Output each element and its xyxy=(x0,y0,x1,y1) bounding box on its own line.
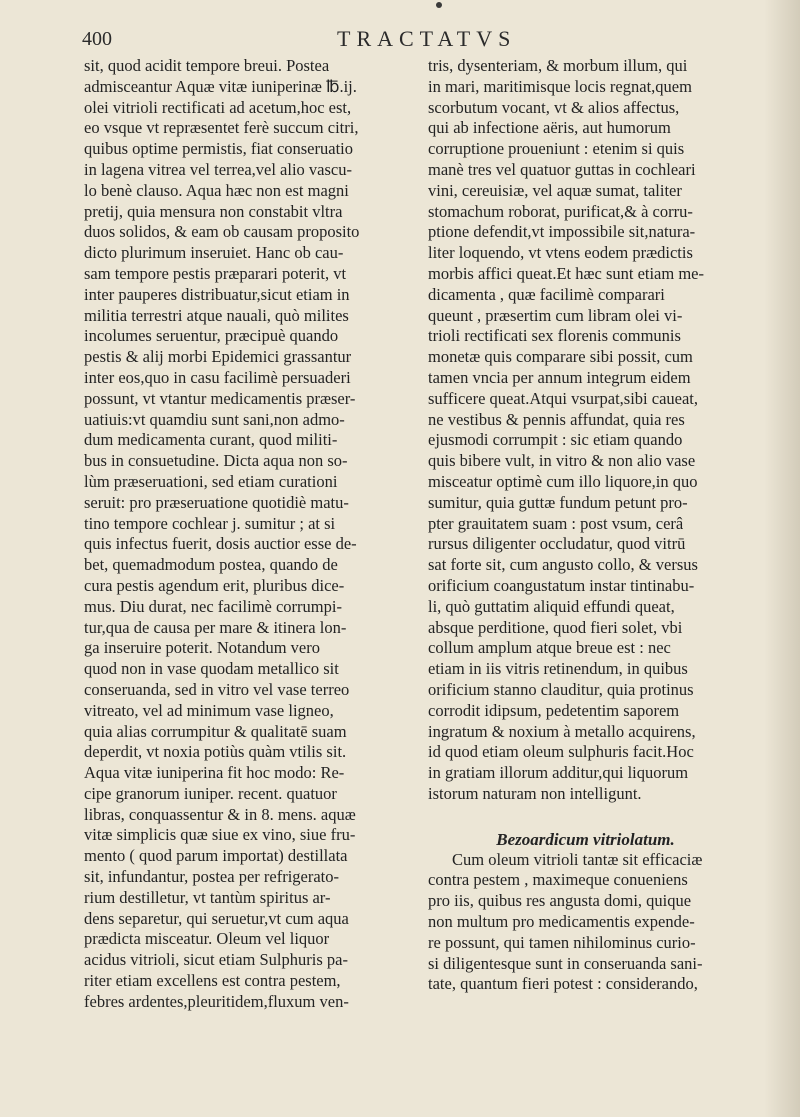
text-line: ga inseruire poterit. Notandum vero xyxy=(84,638,320,658)
text-line: corruptione proueniunt : etenim si quis xyxy=(428,139,685,159)
text-line: manè tres vel quatuor guttas in cochleari xyxy=(428,159,696,179)
text-line: quibus optime permistis, fiat conseruatio xyxy=(84,139,353,159)
text-line: olei vitrioli rectificati ad acetum,hoc est, xyxy=(84,97,352,117)
text-line: pretij, quia mensura non constabit vltra xyxy=(84,201,343,221)
text-line: febres ardentes,pleuritidem,fluxum ven- xyxy=(84,991,349,1011)
text-line: in lagena vitrea vel terrea,vel alio vascu- xyxy=(84,159,352,179)
text-line: id quod etiam oleum sulphuris facit.Hoc xyxy=(428,742,694,762)
text-line: inter pauperes distribuatur,sicut etiam in xyxy=(84,284,350,304)
text-line: liter loquendo, vt vtens eodem prædictis xyxy=(428,243,693,263)
text-line: Aqua vitæ iuniperina fit hoc modo: Re- xyxy=(84,763,345,783)
text-line: dum medicamenta curant, quod militi- xyxy=(84,430,338,450)
text-line: acidus vitrioli, sicut etiam Sulphuris pa- xyxy=(84,950,348,970)
text-line: queunt , præsertim cum libram olei vi- xyxy=(428,305,683,325)
text-line: ejusmodi corrumpit : sic etiam quando xyxy=(428,430,683,450)
right-column xyxy=(428,56,743,995)
text-line: dicamenta , quæ facilimè comparari xyxy=(428,284,665,304)
text-line: lo benè clauso. Aqua hæc non est magni xyxy=(84,180,349,200)
text-line: pro iis, quibus res angusta domi, quique xyxy=(428,891,692,911)
text-line: scorbutum vocant, vt & alios affectus, xyxy=(428,97,680,117)
text-line: duos solidos, & eam ob causam proposito xyxy=(84,222,360,242)
text-line: sufficere queat.Atqui vsurpat,sibi caueat, xyxy=(428,388,699,408)
right-column-bottom-text xyxy=(428,850,743,996)
page-edge-shadow xyxy=(764,0,800,1117)
text-line: stomachum roborat, purificat,& à corru- xyxy=(428,201,693,221)
text-line: conseruanda, sed in vitro vel vase terreo xyxy=(84,679,350,699)
text-line: possunt, vt vtantur medicamentis præser- xyxy=(84,388,356,408)
text-line: tris, dysenteriam, & morbum illum, qui xyxy=(428,56,688,75)
text-line: re possunt, qui tamen nihilominus curio- xyxy=(428,932,696,952)
text-line: cipe granorum iuniper. recent. quatuor xyxy=(84,783,337,803)
text-line: sit, quod acidit tempore breui. Postea xyxy=(84,56,330,75)
text-line: bus in consuetudine. Dicta aqua non so- xyxy=(84,451,348,471)
text-line: mento ( quod parum importat) destillata xyxy=(84,846,348,866)
text-line: monetæ quis comparare sibi possit, cum xyxy=(428,347,693,367)
text-line: sumitur, quia guttæ fundum petunt pro- xyxy=(428,492,688,512)
text-line: rium destilletur, vt tantùm spiritus ar- xyxy=(84,887,331,907)
text-line: tur,qua de causa per mare & itinera lon- xyxy=(84,617,347,637)
section-title: Bezoardicum vitriolatum. xyxy=(496,829,675,849)
text-line: Cum oleum vitrioli tantæ sit efficaciæ xyxy=(452,849,703,869)
text-line: incolumes seruentur, præcipuè quando xyxy=(84,326,339,346)
text-line: vitæ simplicis quæ siue ex vino, siue fru- xyxy=(84,825,356,845)
running-title: TRACTATVS xyxy=(337,26,517,51)
text-line: orificium stanno clauditur, quia protinus xyxy=(428,679,694,699)
text-line: sit, infundantur, postea per refrigerato- xyxy=(84,867,339,887)
text-line: vini, cereuisiæ, vel aquæ sumat, taliter xyxy=(428,180,682,200)
text-line: pter grauitatem suam : post vsum, cerâ xyxy=(428,513,684,533)
text-line: mus. Diu durat, nec facilimè corrumpi- xyxy=(84,596,342,616)
text-line: riter etiam excellens est contra pestem, xyxy=(84,971,341,991)
text-line: si diligentesque sunt in conseruanda sani- xyxy=(428,953,703,973)
text-line: ptione defendit,vt impossibile sit,natura- xyxy=(428,222,696,242)
text-line: tamen vncia per annum integrum eidem xyxy=(428,367,691,387)
text-line: seruit: pro præseruatione quotidiè matu- xyxy=(84,492,349,512)
text-line: non multum pro medicamentis expende- xyxy=(428,912,695,932)
text-line: tate, quantum fieri potest : considerando, xyxy=(428,974,698,994)
text-line: rursus diligenter occludatur, quod vitrū xyxy=(428,534,686,554)
text-line: quia alias corrumpitur & qualitatē suam xyxy=(84,721,347,741)
text-line: absque perditione, quod fieri solet, vbi xyxy=(428,617,683,637)
text-line: inter eos,quo in casu facilimè persuaderi xyxy=(84,367,351,387)
text-line: pestis & alij morbi Epidemici grassantur xyxy=(84,347,352,367)
section-gap xyxy=(428,805,743,817)
text-line: quis infectus fuerit, dosis auctior esse de- xyxy=(84,534,357,554)
text-line: collum amplum atque breue est : nec xyxy=(428,638,671,658)
right-column-top-text xyxy=(428,56,743,805)
text-line: contra pestem , maximeque conueniens xyxy=(428,870,688,890)
text-line: misceatur optimè cum illo liquore,in quo xyxy=(428,471,698,491)
text-line: in gratiam illorum additur,qui liquorum xyxy=(428,763,689,783)
text-line: deperdit, vt noxia potiùs quàm vtilis sit. xyxy=(84,742,347,762)
text-line: dicto plurimum inseruiet. Hanc ob cau- xyxy=(84,243,344,263)
text-line: in mari, maritimisque locis regnat,quem xyxy=(428,76,692,96)
text-line: dens separetur, qui seruetur,vt cum aqua xyxy=(84,908,349,928)
text-line: corrodit idipsum, pedetentim saporem xyxy=(428,700,680,720)
text-line: militia terrestri atque nauali, quò milites xyxy=(84,305,349,325)
text-line: vitreato, vel ad minimum vase ligneo, xyxy=(84,700,334,720)
text-line: bet, quemadmodum postea, quando de xyxy=(84,555,338,575)
text-line: lùm præseruationi, sed etiam curationi xyxy=(84,471,338,491)
page-header xyxy=(82,20,732,54)
text-line: prædicta misceatur. Oleum vel liquor xyxy=(84,929,330,949)
text-line: quis bibere vult, in vitro & non alio vase xyxy=(428,451,696,471)
text-line: li, quò guttatim aliquid effundi queat, xyxy=(428,596,675,616)
text-line: sam tempore pestis præparari poterit, vt xyxy=(84,263,347,283)
text-line: ingratum & noxium à metallo acquirens, xyxy=(428,721,696,741)
text-line: trioli rectificati sex florenis communis xyxy=(428,326,681,346)
text-line: cura pestis agendum erit, pluribus dice- xyxy=(84,575,345,595)
ink-spot xyxy=(436,2,442,8)
text-line: tino tempore cochlear j. sumitur ; at si xyxy=(84,513,336,533)
text-line: libras, conquassentur & in 8. mens. aquæ xyxy=(84,804,356,824)
text-line: orificium coangustatum instar tintinabu- xyxy=(428,575,695,595)
page-number: 400 xyxy=(82,28,112,50)
text-line: morbis affici queat.Et hæc sunt etiam me- xyxy=(428,263,704,283)
text-line: qui ab infectione aëris, aut humorum xyxy=(428,118,671,138)
text-line: sat forte sit, cum angusto collo, & versus xyxy=(428,555,698,575)
text-line: quod non in vase quodam metallico sit xyxy=(84,659,339,679)
text-line: eo vsque vt repræsentet ferè succum citri, xyxy=(84,118,359,138)
text-line: uatiuis:vt quamdiu sunt sani,non admo- xyxy=(84,409,345,429)
text-line: ne vestibus & pennis affundat, quia res xyxy=(428,409,685,429)
text-line: istorum naturam non intelligunt. xyxy=(428,783,642,803)
text-line: etiam in iis vitris retinendum, in quibus xyxy=(428,659,688,679)
left-column xyxy=(84,56,399,1013)
text-line: admisceantur Aquæ vitæ iuniperinæ ℔.ij. xyxy=(84,76,357,96)
